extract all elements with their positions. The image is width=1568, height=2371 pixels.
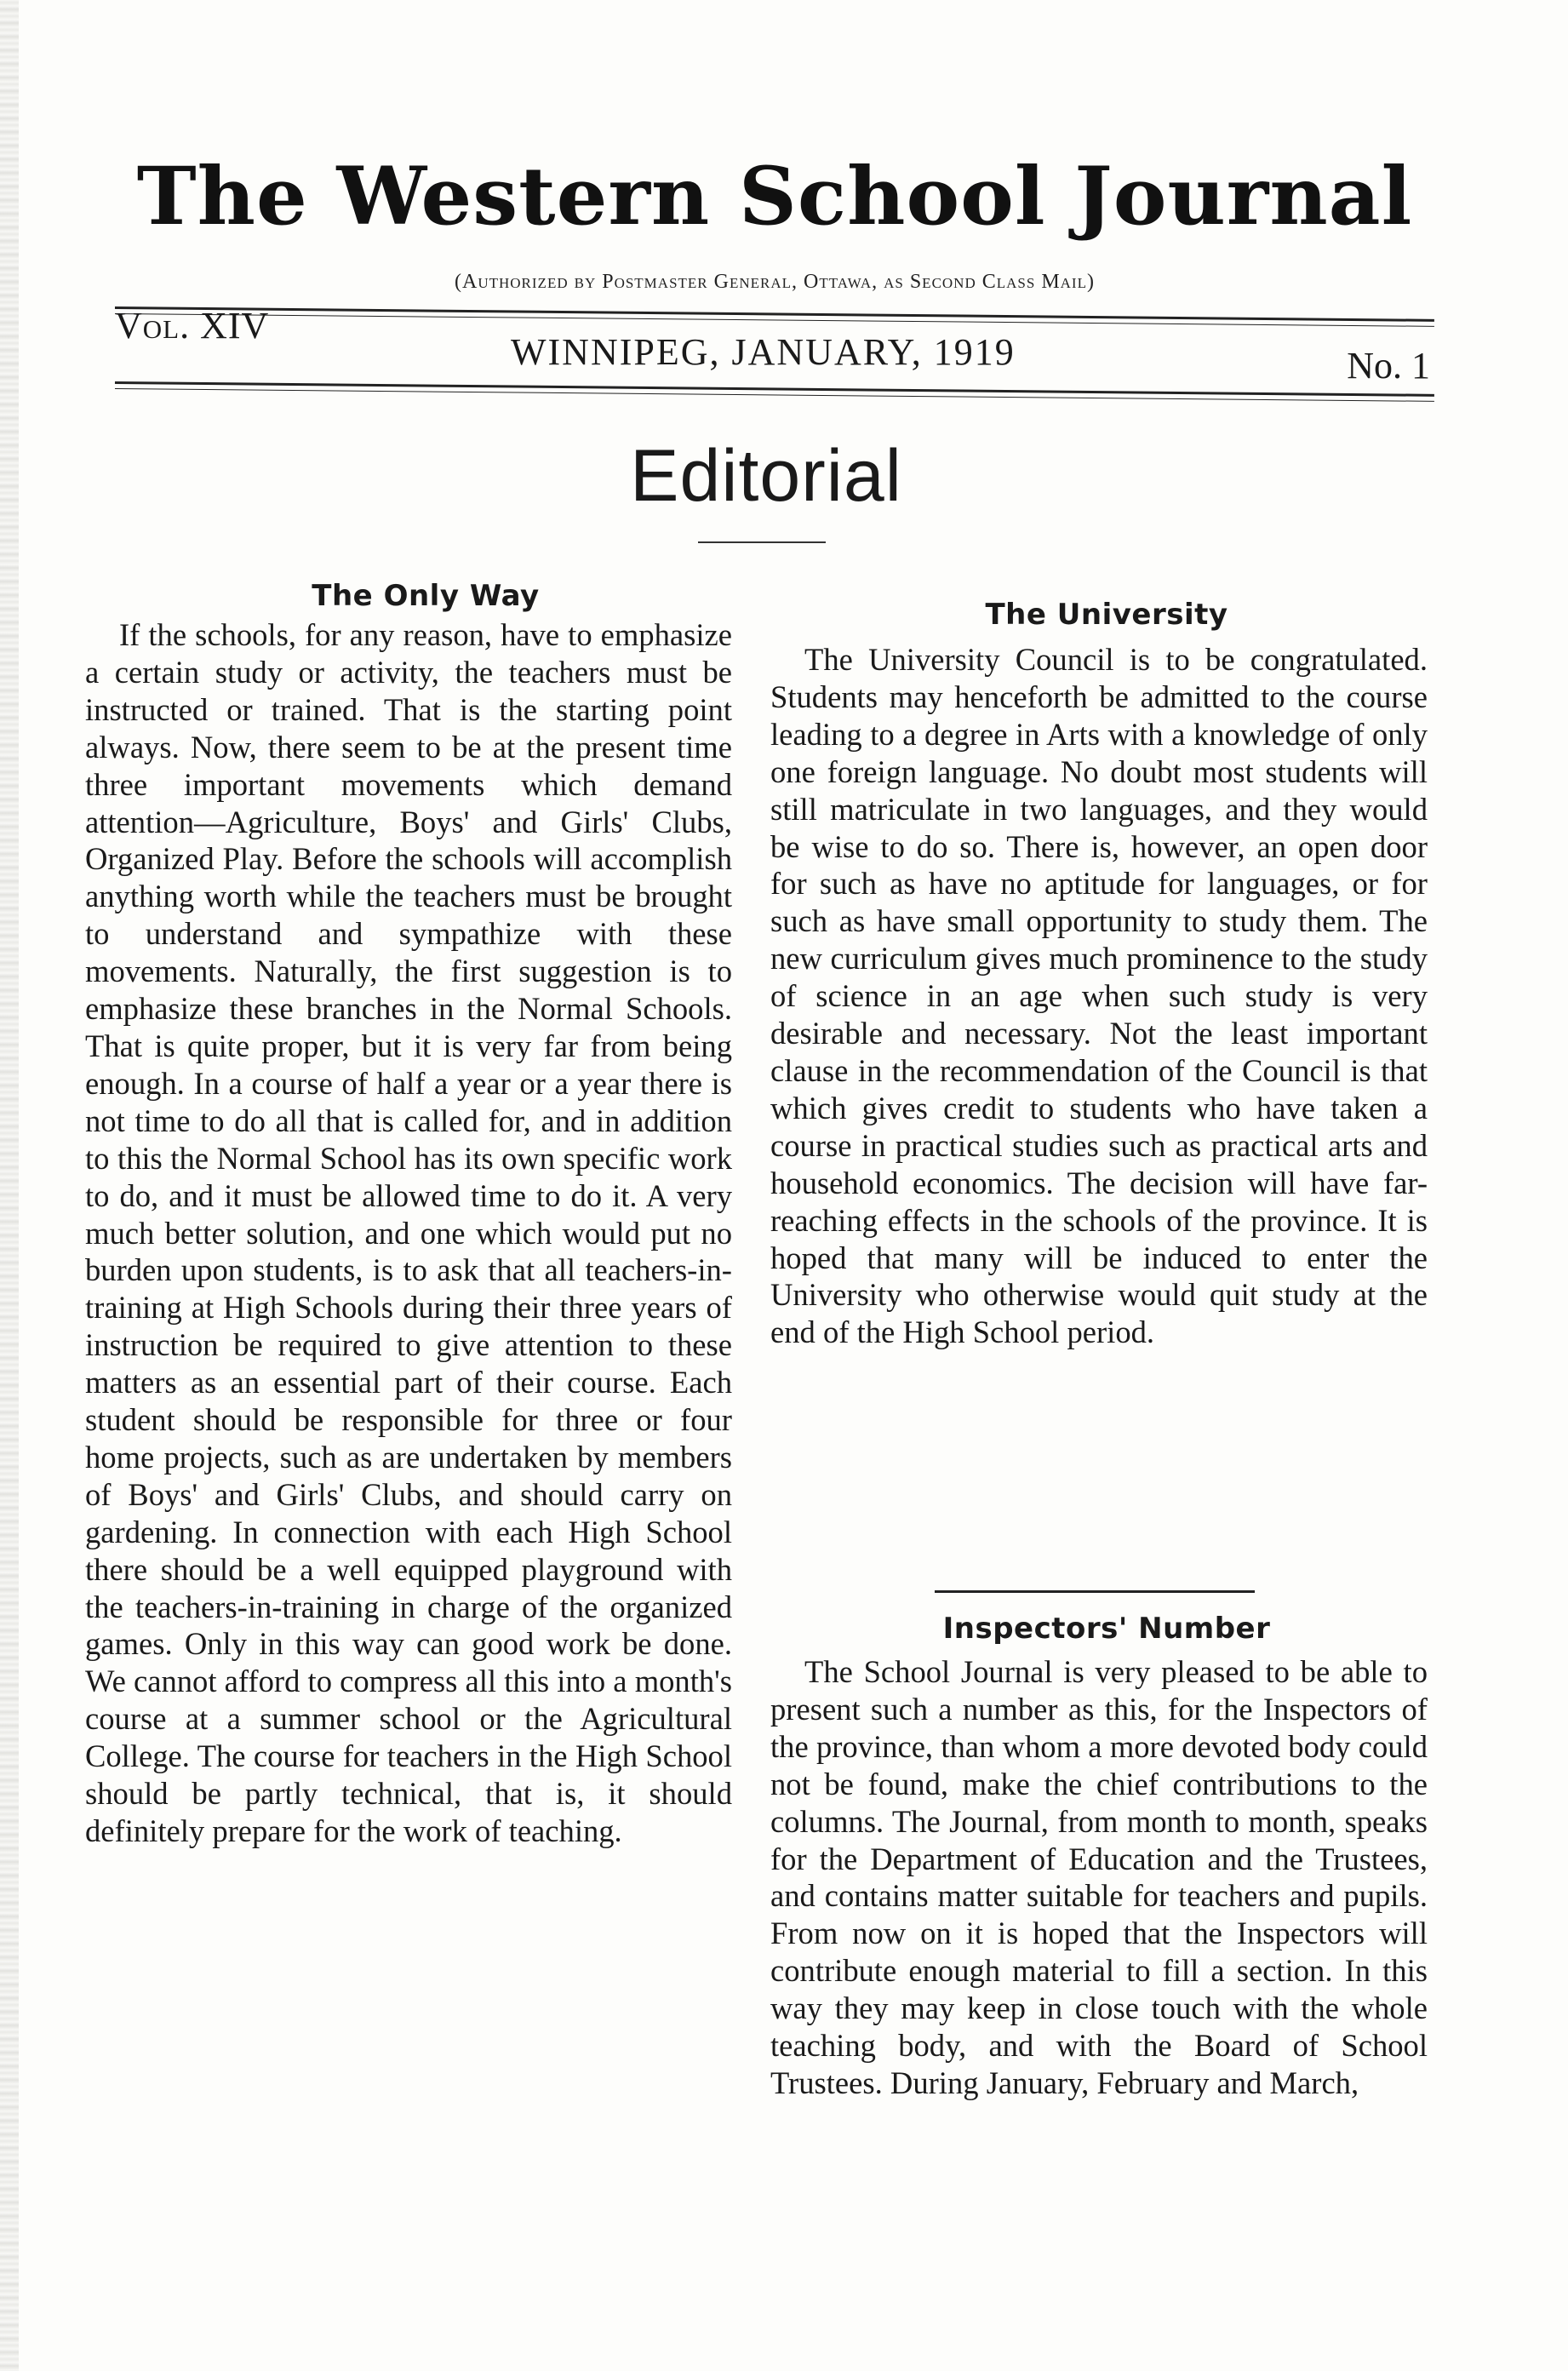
article-body-only-way (85, 616, 732, 1850)
masthead-title: The Western School Journal (136, 150, 1413, 243)
mailing-authorization: (Authorized by Postmaster General, Ottawa, as Second Class Mail) (455, 271, 1095, 293)
article-heading-only-way: The Only Way (312, 579, 540, 613)
article-divider (935, 1590, 1255, 1593)
article-paragraph: If the schools, for any reason, have to emphasize a certain study or activity, the teachers must be instructed or trained. That is the starting point always. Now, there seem to be at the present time three important movements which demand attention—Agriculture, Boys' and Girls' Clubs, Organized Play. Before the schools will accomplish anything worth while the teachers must be brought to understand and sympathize with these movements. Naturally, the first suggestion is to emphasize these branches in the Normal Schools. That is quite proper, but it is very far from being enough. In a course of half a year or a year there is not time to do all that is called for, and in addition to this the Normal School has its own specific work to do, and it must be allowed time to do it. A very much better solution, and one which would put no burden upon students, is to ask that all teachers-in-training at High Schools during their three years of instruction be required to give attention to these matters as an essential part of their course. Each student should be responsible for three or four home projects, such as are undertaken by members of Boys' and Girls' Clubs, and should carry on gardening. In connection with each High School there should be a well equipped playground with the teachers-in-training in charge of the organized games. Only in this way can good work be done. We cannot afford to compress all this into a month's course at a summer school or the Agricultural College. The course for teachers in the High School should be partly technical, that is, it should definitely prepare for the work of teaching. (85, 617, 732, 1848)
article-body-university (770, 641, 1428, 1351)
issue-date: WINNIPEG, JANUARY, 1919 (511, 331, 1016, 373)
article-heading-inspectors: Inspectors' Number (942, 1612, 1271, 1646)
scanned-page-edge (0, 0, 19, 2371)
issue-number: No. 1 (1347, 345, 1430, 387)
article-paragraph: The University Council is to be congratulated. Students may henceforth be admitted to the course leading to a degree in Arts with a knowledge of only one foreign language. No doubt most students will still matriculate in two languages, and they would be wise to do so. There is, however, an open door for such as have no aptitude for languages, or for such as have small opportunity to study them. The new curriculum gives much prominence to the study of science in an age when such study is very desirable and necessary. Not the least important clause in the recommendation of the Council is that which gives credit to students who have taken a course in practical studies such as practical arts and household economics. The decision will have far-reaching effects in the schools of the province. It is hoped that many will be induced to enter the University who otherwise would quit study at the end of the High School period. (770, 642, 1428, 1350)
article-body-inspectors (770, 1653, 1428, 2102)
volume-label: Vol. XIV (115, 305, 270, 346)
section-title: Editorial (630, 435, 902, 517)
section-divider (698, 541, 826, 543)
article-paragraph: The School Journal is very pleased to be able to present such a number as this, for the Inspectors of the province, than whom a more devoted body could not be found, make the chief contributions to the columns. The Journal, from month to month, speaks for the Department of Education and the Trustees, and contains matter suitable for teachers and pupils. From now on it is hoped that the Inspectors will contribute enough material to fill a section. In this way they may keep in close touch with the whole teaching body, and with the Board of School Trustees. During January, February and March, (770, 1654, 1428, 2100)
article-heading-university: The University (985, 598, 1228, 632)
